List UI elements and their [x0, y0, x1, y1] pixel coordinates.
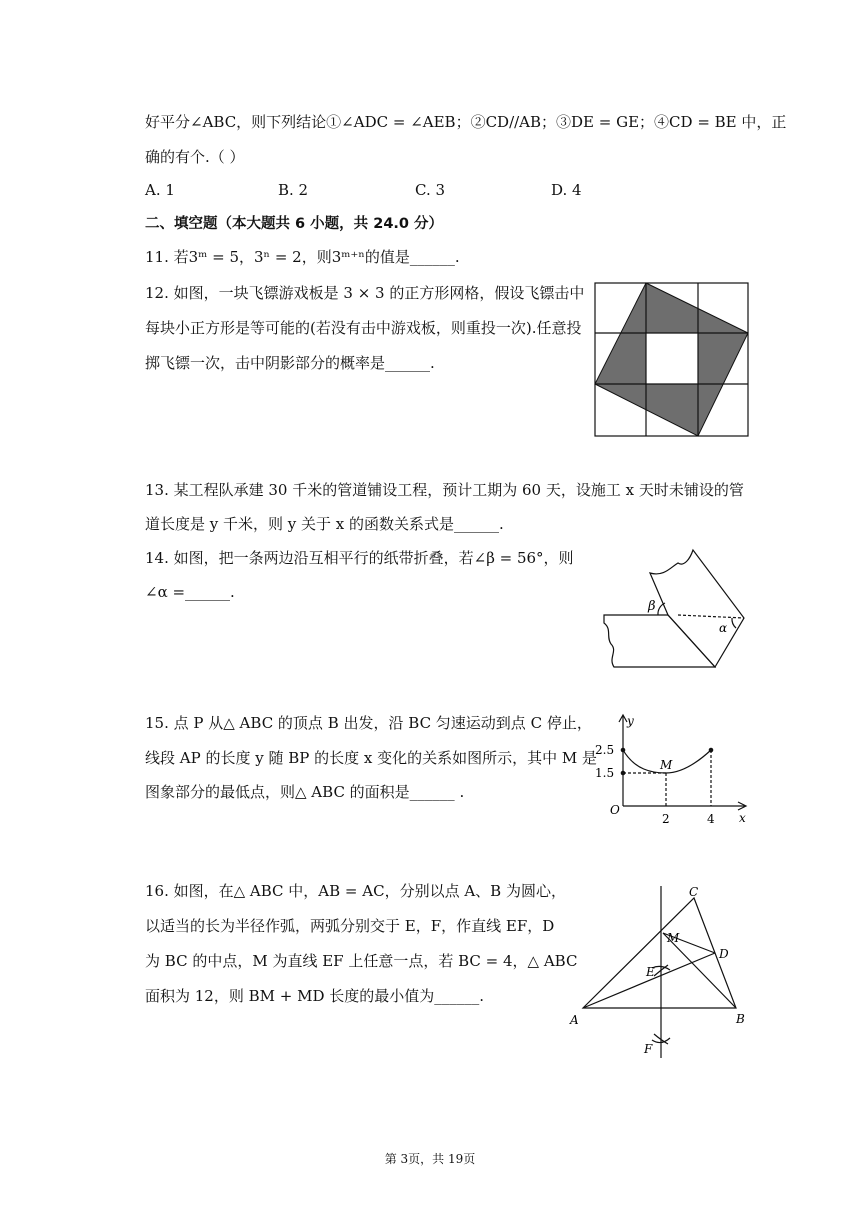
point-start	[621, 748, 626, 753]
label-d: D	[719, 947, 729, 961]
q12-line3: 掷飞镖一次，击中阴影部分的概率是______.	[145, 354, 435, 372]
q10-option-c: C. 3	[415, 181, 446, 199]
y-tick-2-5: 2.5	[595, 743, 615, 757]
center-square	[646, 333, 698, 384]
q13-line2: 道长度是 y 千米，则 y 关于 x 的函数关系式是______.	[145, 515, 504, 533]
q16-line1: 16. 如图，在△ ABC 中，AB = AC，分别以点 A、B 为圆心，	[145, 882, 566, 900]
x-tick-4: 4	[707, 812, 715, 826]
point-low	[621, 771, 626, 776]
origin-label: O	[610, 803, 620, 817]
q15-line2: 线段 AP 的长度 y 随 BP 的长度 x 变化的关系如图所示，其中 M 是	[145, 749, 598, 767]
folded-strip-figure	[598, 545, 750, 670]
x-tick-2: 2	[662, 812, 670, 826]
x-axis-label: x	[739, 811, 746, 825]
function-graph-figure	[590, 710, 755, 830]
q10-option-a: A. 1	[145, 181, 175, 199]
q11-text: 11. 若3ᵐ = 5，3ⁿ = 2，则3ᵐ⁺ⁿ的值是______.	[145, 248, 460, 266]
q14-line2: ∠α =______.	[145, 583, 235, 601]
y-axis-label: y	[627, 714, 634, 728]
m-label: M	[660, 758, 673, 772]
q15-line1: 15. 点 P 从△ ABC 的顶点 B 出发，沿 BC 匀速运动到点 C 停止，	[145, 714, 592, 732]
q15-line3: 图象部分的最低点，则△ ABC 的面积是______ .	[145, 783, 465, 801]
q10-line1: 好平分∠ABC，则下列结论①∠ADC = ∠AEB；②CD//AB；③DE = GE；④CD = BE 中，正	[145, 113, 787, 131]
triangle-construction-figure	[566, 882, 756, 1062]
y-tick-1-5: 1.5	[595, 766, 615, 780]
q10-option-b: B. 2	[278, 181, 309, 199]
label-f: F	[644, 1042, 653, 1056]
triangle-abc	[583, 898, 736, 1008]
page-footer: 第 3页，共 19页	[384, 1152, 476, 1166]
label-c: C	[689, 885, 699, 899]
label-e: E	[646, 965, 655, 979]
q16-line4: 面积为 12，则 BM + MD 长度的最小值为______.	[145, 987, 485, 1005]
q13-line1: 13. 某工程队承建 30 千米的管道铺设工程，预计工期为 60 天，设施工 x 天时未铺设的管	[145, 481, 744, 499]
q16-line3: 为 BC 的中点，M 为直线 EF 上任意一点，若 BC = 4，△ ABC	[145, 952, 578, 970]
q12-line1: 12. 如图，一块飞镖游戏板是 3 × 3 的正方形网格，假设飞镖击中	[145, 284, 585, 302]
q14-line1: 14. 如图，把一条两边沿互相平行的纸带折叠，若∠β = 56°，则	[145, 549, 574, 567]
beta-label: β	[648, 599, 656, 614]
label-b: B	[736, 1012, 745, 1026]
label-a: A	[570, 1013, 579, 1027]
q10-line2: 确的有个.（ ）	[145, 148, 245, 166]
q16-line2: 以适当的长为半径作弧，两弧分别交于 E，F，作直线 EF，D	[145, 917, 555, 935]
q12-line2: 每块小正方形是等可能的(若没有击中游戏板，则重投一次).任意投	[145, 319, 582, 337]
alpha-label: α	[719, 621, 728, 635]
point-end	[709, 748, 714, 753]
q10-option-d: D. 4	[551, 181, 582, 199]
dartboard-figure	[594, 282, 750, 438]
segment-ad	[583, 953, 715, 1008]
section-heading: 二、填空题（本大题共 6 小题，共 24.0 分）	[145, 216, 444, 232]
label-m: M	[667, 931, 680, 945]
